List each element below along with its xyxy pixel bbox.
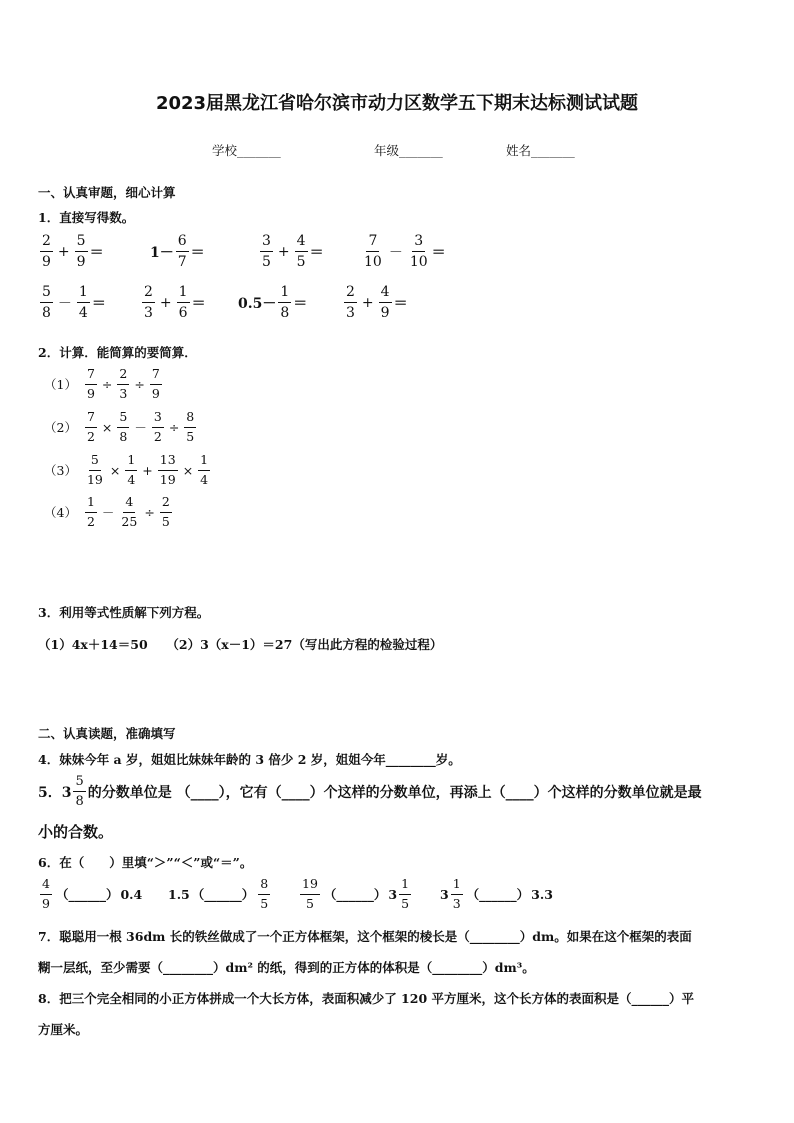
q1-item-3: $\frac{3}{5}$ + $\frac{4}{5}$ ＝ bbox=[262, 233, 324, 270]
q2-expr-2: （2） $\frac{7}{2}$ × $\frac{5}{8}$ － $\frac{3}{2}$ ÷ $\frac{8}{5}$ bbox=[44, 409, 195, 444]
q1-item-7: 0.5－ $\frac{1}{8}$ ＝ bbox=[238, 284, 308, 321]
q5-line2: 小的合数。 bbox=[38, 823, 114, 841]
q1-item-2: 1－ $\frac{6}{7}$ ＝ bbox=[150, 233, 205, 270]
q1-item-4: $\frac{7}{10}$ － $\frac{3}{10}$ ＝ bbox=[364, 233, 446, 270]
q7-line2: 糊一层纸，至少需要（________）dm² 的纸，得到的正方体的体积是（________）dm³。 bbox=[38, 960, 535, 975]
q2-expr-4: （4） $\frac{1}{2}$ － $\frac{4}{25}$ ÷ $\frac{2}{5}$ bbox=[44, 494, 170, 529]
q6-compare-3: $\frac{19}{5}$ （______） 3 $\frac{1}{5}$ bbox=[302, 876, 410, 911]
q1-item-6: $\frac{2}{3}$ + $\frac{1}{6}$ ＝ bbox=[144, 284, 206, 321]
q1-text: 1．直接写得数。 bbox=[38, 210, 135, 225]
section2-heading: 二、认真读题，准确填写 bbox=[38, 726, 176, 741]
q2-expr-3: （3） $\frac{5}{19}$ × $\frac{1}{4}$ + $\frac{13}{19}$ × $\frac{1}{4}$ bbox=[44, 452, 209, 487]
q1-item-1: $\frac{2}{9}$ + $\frac{5}{9}$ ＝ bbox=[42, 233, 104, 270]
q6-compare-2: 1.5 （______） $\frac{8}{5}$ bbox=[168, 876, 269, 911]
q6-blank-4[interactable]: （______） bbox=[466, 887, 530, 902]
q2-expr-1: （1） $\frac{7}{9}$ ÷ $\frac{2}{3}$ ÷ $\frac{7}{9}$ bbox=[44, 366, 160, 401]
page-title: 2023届黑龙江省哈尔滨市动力区数学五下期末达标测试试题 bbox=[155, 93, 639, 114]
q4-text: 4．妹妹今年 a 岁，姐姐比妹妹年龄的 3 倍少 2 岁，姐姐今年________岁。 bbox=[38, 752, 461, 767]
q6-compare-4: 3 $\frac{1}{3}$ （______） 3.3 bbox=[440, 876, 553, 911]
grade-field[interactable]: 年级_______ bbox=[374, 143, 443, 158]
q7-line1: 7．聪聪用一根 36dm 长的铁丝做成了一个正方体框架，这个框架的棱长是（________）dm。如果在这个框架的表面 bbox=[38, 929, 692, 944]
q6-blank-3[interactable]: （______） bbox=[323, 887, 387, 902]
q5-prefix: 5．3 bbox=[38, 784, 72, 801]
name-field[interactable]: 姓名_______ bbox=[506, 143, 575, 158]
q5-line1 bbox=[38, 775, 702, 808]
q6-blank-2[interactable]: （______） bbox=[191, 887, 255, 902]
q6-compare-1: $\frac{4}{9}$ （______） 0.4 bbox=[42, 876, 143, 911]
q2-text: 2．计算．能简算的要简算． bbox=[38, 345, 197, 360]
q1-item-5: $\frac{5}{8}$ － $\frac{1}{4}$ ＝ bbox=[42, 284, 106, 321]
q3-equations: （1）4x＋14＝50 （2）3（x－1）＝27（写出此方程的检验过程） bbox=[38, 637, 443, 652]
q8-line1: 8．把三个完全相同的小正方体拼成一个大长方体，表面积减少了 120 平方厘米，这个长方体的表面积是（______）平 bbox=[38, 991, 694, 1006]
q1-item-8: $\frac{2}{3}$ + $\frac{4}{9}$ ＝ bbox=[346, 284, 408, 321]
section1-heading: 一、认真审题，细心计算 bbox=[38, 185, 176, 200]
q8-line2: 方厘米。 bbox=[38, 1022, 89, 1037]
q6-text: 6．在（ ）里填“＞”“＜”或“＝”。 bbox=[38, 855, 253, 870]
q5-fraction: $\frac{5}{8}$ bbox=[75, 774, 84, 809]
q6-blank-1[interactable]: （______） bbox=[55, 887, 119, 902]
q5-rest: 的分数单位是 （____），它有（____）个这样的分数单位，再添上（____）个这样的分数单位就是最 bbox=[87, 784, 702, 801]
q3-text: 3．利用等式性质解下列方程。 bbox=[38, 605, 210, 620]
school-field[interactable]: 学校_______ bbox=[212, 143, 281, 158]
